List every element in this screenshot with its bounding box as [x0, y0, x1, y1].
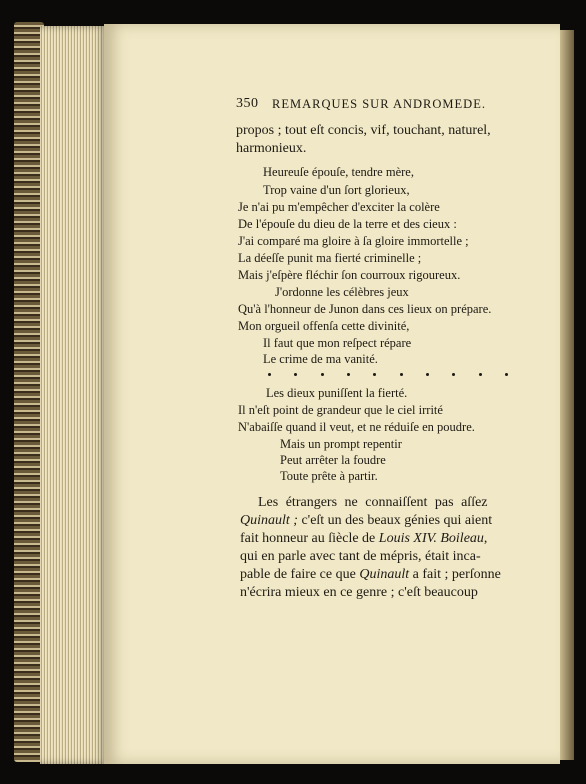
paragraph-line	[240, 567, 501, 583]
verse-line: Il faut que mon reſpect répare	[263, 336, 412, 350]
paragraph-text: ,	[483, 531, 488, 546]
text-line: propos ; tout eſt concis, vif, touchant, naturel,	[236, 123, 491, 138]
italic-name: Quinault	[359, 567, 410, 582]
verse-line: Qu'à l'honneur de Junon dans ces lieux on prépare.	[238, 302, 492, 316]
verse-line: Toute prête à partir.	[280, 469, 378, 483]
paragraph-text: c'eſt un des beaux génies qui aient	[297, 513, 493, 528]
text-line: harmonieux.	[236, 141, 307, 156]
verse-line: La déeſſe punit ma fierté criminelle ;	[238, 251, 422, 265]
verse-line: Mon orgueil offenſa cette divinité,	[238, 319, 410, 333]
verse-line: Les dieux puniſſent la fierté.	[266, 386, 408, 400]
verse-line: J'ai comparé ma gloire à ſa gloire immortelle ;	[238, 234, 469, 248]
paragraph-line	[240, 531, 487, 547]
running-header: REMARQUES SUR ANDROMEDE.	[272, 97, 486, 111]
verse-line: Il n'eſt point de grandeur que le ciel irrité	[238, 403, 443, 417]
paragraph-line: Les étrangers ne connaiſſent pas aſſez	[258, 495, 488, 510]
paragraph-line: qui en parle avec tant de mépris, était inca-	[240, 549, 481, 564]
paragraph-line	[240, 513, 492, 529]
verse-line: Peut arrêter la foudre	[280, 453, 386, 467]
page-edges	[40, 26, 108, 764]
verse-line: J'ordonne les célèbres jeux	[275, 285, 409, 299]
paragraph-text: fait honneur au ſiècle de	[240, 531, 379, 546]
verse-line: Heureuſe épouſe, tendre mère,	[263, 165, 414, 179]
paragraph-text: a fait ; perſonne	[409, 567, 501, 582]
verse-line: Je n'ai pu m'empêcher d'exciter la colère	[238, 200, 440, 214]
verse-line: Mais j'eſpère fléchir ſon courroux rigoureux.	[238, 268, 461, 282]
verse-line: Mais un prompt repentir	[280, 437, 402, 451]
italic-name: Quinault ;	[240, 513, 298, 528]
italic-name: Louis XIV. Boileau	[378, 531, 484, 546]
paragraph-text: pable de faire ce que	[240, 567, 360, 582]
paragraph-line: n'écrira mieux en ce genre ; c'eſt beaucoup	[240, 585, 478, 600]
verse-line: Trop vaine d'un ſort glorieux,	[263, 183, 410, 197]
page-number: 350	[236, 96, 259, 111]
verse-line: Le crime de ma vanité.	[263, 352, 378, 366]
page-right-edge	[560, 30, 574, 760]
verse-line: N'abaiſſe quand il veut, et ne réduiſe en poudre.	[238, 420, 475, 434]
verse-line: De l'épouſe du dieu de la terre et des cieux :	[238, 217, 457, 231]
ellipsis-row	[268, 370, 508, 378]
